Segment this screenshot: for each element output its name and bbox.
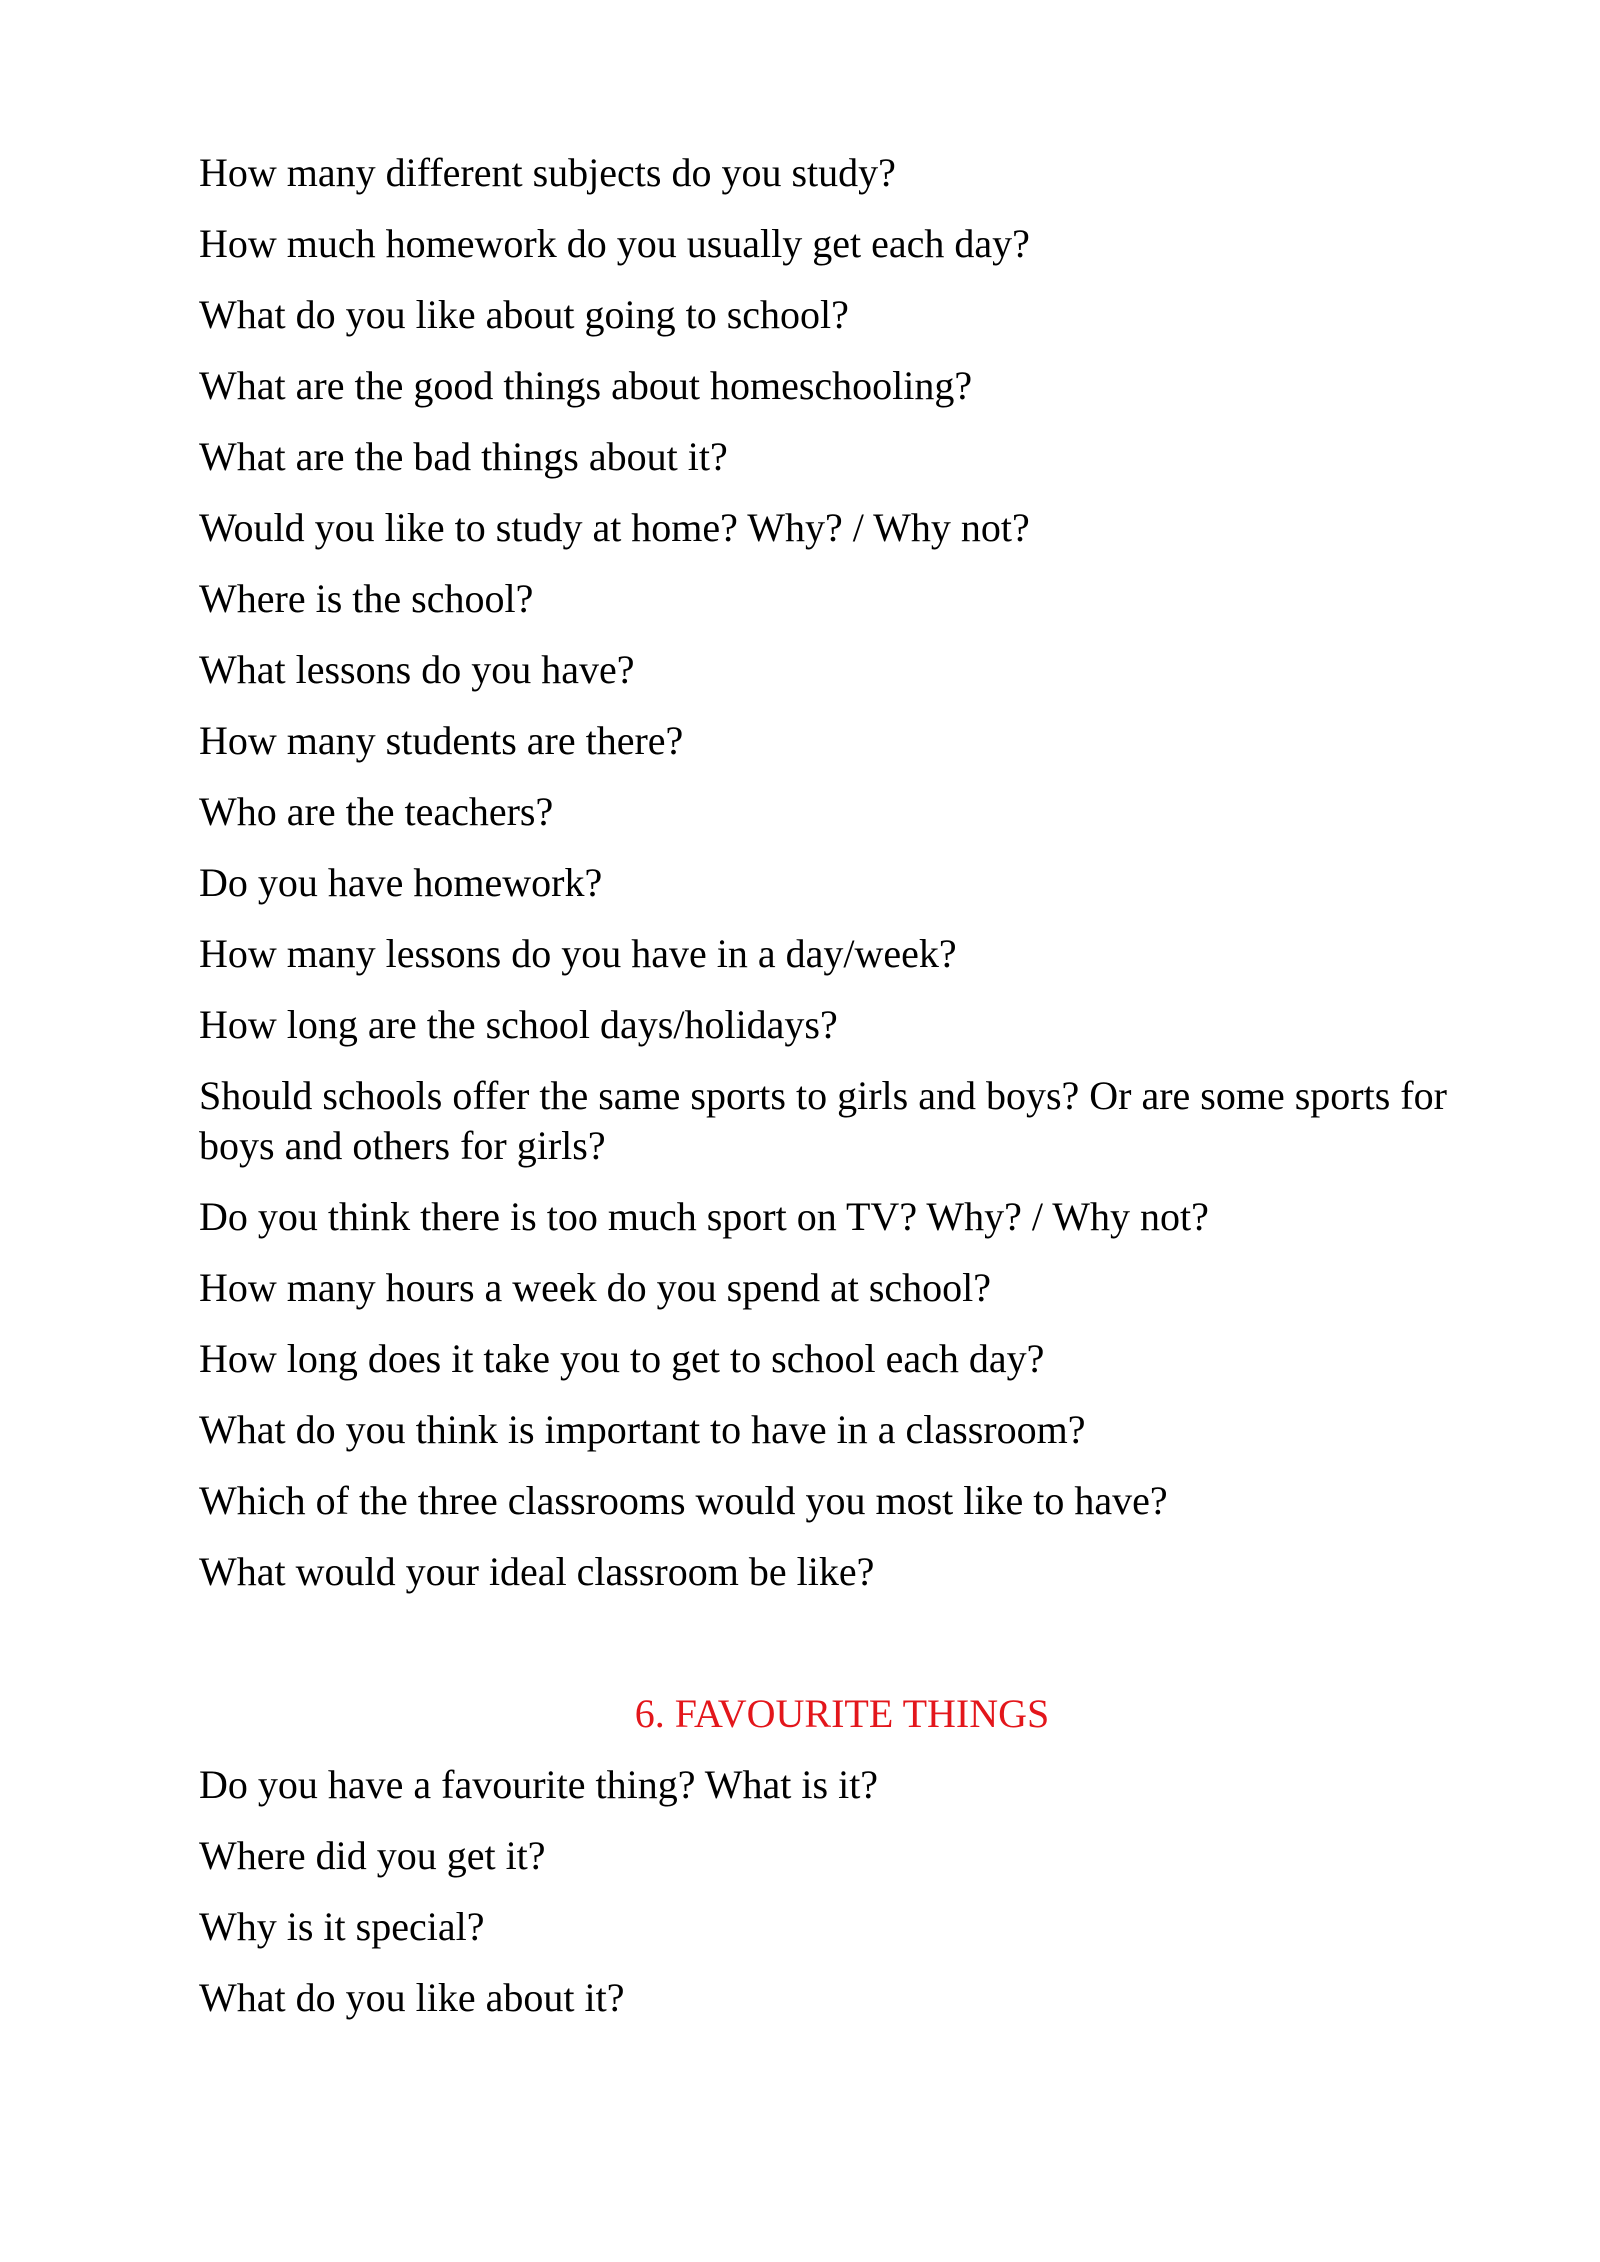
section-heading: 6. FAVOURITE THINGS <box>634 1691 1050 1736</box>
question: How much homework do you usually get each day? <box>199 221 1030 266</box>
question: What lessons do you have? <box>199 647 635 692</box>
question: Do you think there is too much sport on TV? Why? / Why not? <box>199 1194 1209 1239</box>
question: What are the bad things about it? <box>199 434 728 479</box>
question: How many lessons do you have in a day/week? <box>199 931 957 976</box>
question: How long are the school days/holidays? <box>199 1002 838 1047</box>
question: Where did you get it? <box>199 1833 546 1878</box>
question: How many students are there? <box>199 718 684 763</box>
question: Where is the school? <box>199 576 534 621</box>
question: How many hours a week do you spend at school? <box>199 1265 992 1310</box>
question: What would your ideal classroom be like? <box>199 1549 875 1594</box>
question: How long does it take you to get to school each day? <box>199 1336 1045 1381</box>
question-list <box>199 148 1499 2044</box>
question: Would you like to study at home? Why? / Why not? <box>199 505 1030 550</box>
question: What do you like about it? <box>199 1975 625 2020</box>
question: What do you think is important to have in a classroom? <box>199 1407 1086 1452</box>
question: Which of the three classrooms would you most like to have? <box>199 1478 1168 1523</box>
question: How many different subjects do you study? <box>199 150 896 195</box>
question: Who are the teachers? <box>199 789 554 834</box>
question: Do you have a favourite thing? What is it? <box>199 1762 879 1807</box>
section-spacer <box>199 1618 1499 1689</box>
question: Should schools offer the same sports to girls and boys? Or are some sports for boys and others for girls? <box>199 1073 1447 1168</box>
question: Why is it special? <box>199 1904 485 1949</box>
question: Do you have homework? <box>199 860 603 905</box>
question: What are the good things about homeschooling? <box>199 363 973 408</box>
question: What do you like about going to school? <box>199 292 849 337</box>
